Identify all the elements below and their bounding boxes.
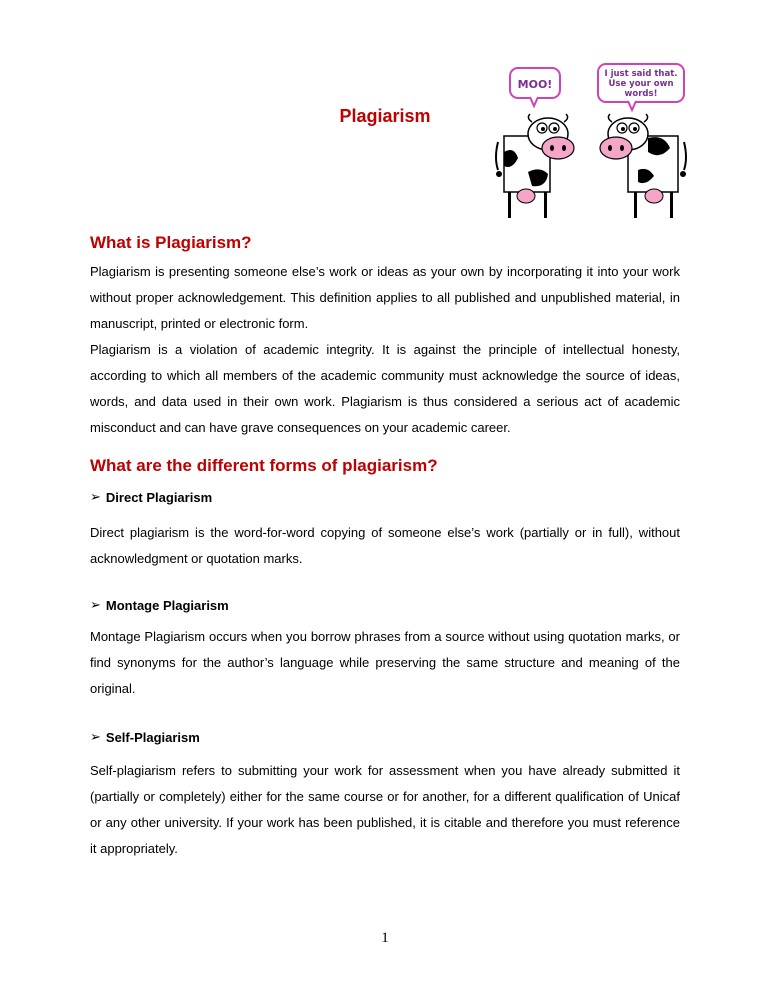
section-heading-forms: What are the different forms of plagiarism?: [90, 456, 438, 475]
form-heading-montage: [90, 598, 229, 613]
speech-bubble-right: [598, 64, 684, 110]
cow-right: [600, 114, 686, 218]
bubble-right-line-3: words!: [624, 89, 658, 99]
section-heading-what-is: What is Plagiarism?: [90, 233, 252, 252]
bubble-right-line-2: Use your own: [608, 79, 674, 89]
cow-left: [496, 114, 574, 218]
arrow-bullet-icon: ➢: [90, 490, 101, 505]
page-number: 1: [381, 930, 389, 946]
paragraph-violation: Plagiarism is a violation of academic integrity. It is against the principle of intellectual honesty, according to which all members of the academic community must acknowledge the source of ideas, words, and data used in their own work. Plagiarism is thus considered a serious act of academic misconduct and can have grave consequences on your academic career.: [90, 342, 680, 435]
bubble-left-text: MOO!: [517, 78, 553, 91]
paragraph-direct: Direct plagiarism is the word-for-word copying of someone else’s work (partially or in full), without acknowledgment or quotation marks.: [90, 525, 680, 566]
speech-bubble-left: [510, 68, 560, 106]
paragraph-definition: Plagiarism is presenting someone else’s work or ideas as your own by incorporating it into your work without proper acknowledgement. This definition applies to all published and unpublished material, in manuscript, printed or electronic form.: [90, 264, 680, 331]
form-name: Montage Plagiarism: [105, 598, 229, 613]
cows-illustration: [488, 62, 708, 224]
paragraph-montage: Montage Plagiarism occurs when you borrow phrases from a source without using quotation marks, or find synonyms for the author’s language while preserving the same structure and meaning of the original.: [90, 629, 680, 696]
page-title: Plagiarism: [339, 106, 431, 126]
arrow-bullet-icon: ➢: [90, 730, 101, 745]
form-name: Direct Plagiarism: [105, 490, 213, 505]
form-name: Self-Plagiarism: [105, 730, 200, 745]
form-heading-direct: [90, 490, 212, 505]
arrow-bullet-icon: ➢: [90, 598, 101, 613]
form-heading-self: [90, 730, 200, 745]
paragraph-self: Self-plagiarism refers to submitting your work for assessment when you have already submitted it (partially or completely) either for the same course or for another, for a different qualification of Unicaf or any other university. If your work has been published, it is citable and therefore you must reference it appropriately.: [90, 763, 680, 856]
bubble-right-line-1: I just said that.: [604, 69, 678, 79]
